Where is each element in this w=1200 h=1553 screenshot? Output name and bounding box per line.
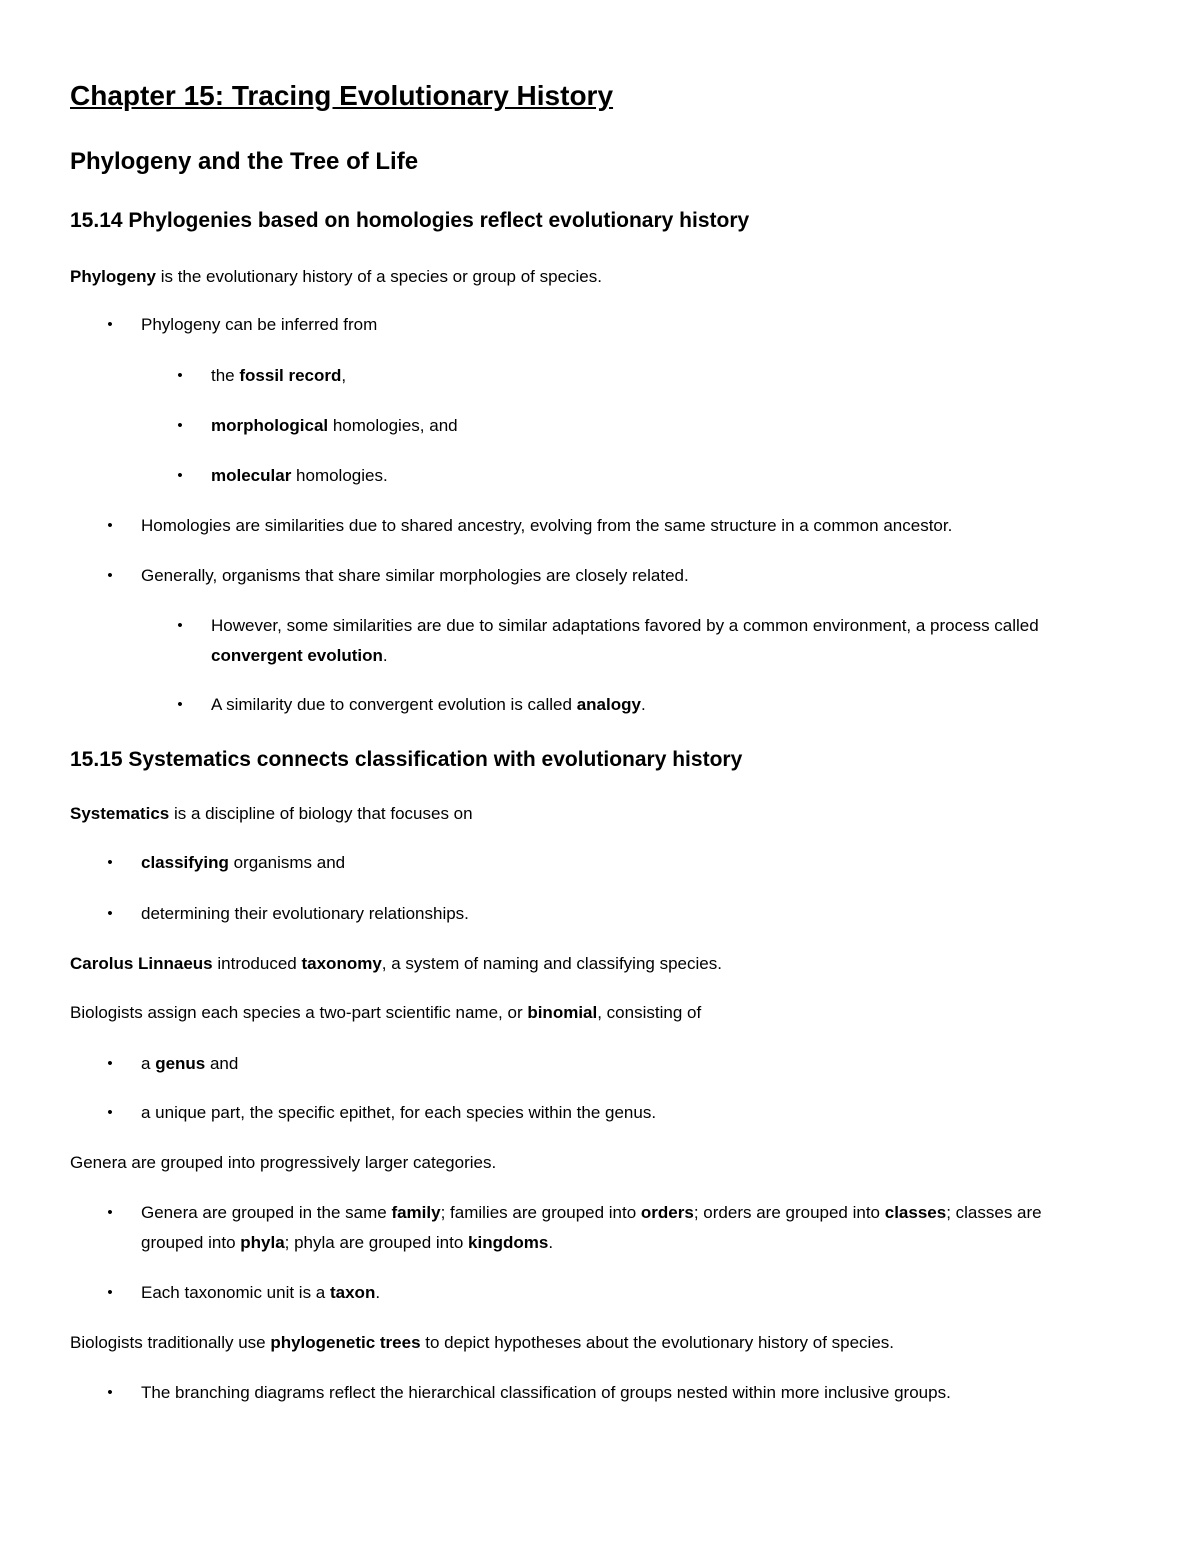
bullet-marker: • (177, 467, 183, 484)
bullet-marker: • (177, 417, 183, 434)
chapter-title: Chapter 15: Tracing Evolutionary History (70, 80, 614, 111)
term-phylogeny: Phylogeny (70, 267, 156, 286)
bullet-marker: • (107, 1284, 113, 1301)
bullet-marker: • (107, 1055, 113, 1072)
list-item: Generally, organisms that share similar morphologies are closely related. (141, 566, 689, 585)
bullet-marker: • (177, 696, 183, 713)
bullet-marker: • (107, 1104, 113, 1121)
list-item: a genus and (141, 1054, 239, 1073)
list-item: Genera are grouped in the same family; families are grouped into orders; orders are grouped into classes; classes are grouped into phyla; phyla are grouped into kingdoms. (141, 1203, 1042, 1252)
bullet-marker: • (107, 517, 113, 534)
paragraph-phylogenetic-trees: Biologists traditionally use phylogenetic trees to depict hypotheses about the evolutionary history of species. (70, 1333, 894, 1352)
list-item: molecular homologies. (211, 466, 388, 485)
paragraph-genera: Genera are grouped into progressively larger categories. (70, 1153, 497, 1172)
bullet-marker: • (107, 854, 113, 871)
bullet-marker: • (107, 316, 113, 333)
list-item: A similarity due to convergent evolution is called analogy. (211, 695, 646, 714)
paragraph-linnaeus: Carolus Linnaeus introduced taxonomy, a system of naming and classifying species. (70, 954, 722, 973)
bullet-marker: • (107, 905, 113, 922)
list-item: determining their evolutionary relationships. (141, 904, 469, 923)
bullet-marker: • (107, 1384, 113, 1401)
paragraph-systematics: Systematics is a discipline of biology that focuses on (70, 804, 473, 823)
list-item: Phylogeny can be inferred from (141, 315, 378, 334)
list-item: a unique part, the specific epithet, for each species within the genus. (141, 1103, 657, 1122)
paragraph-binomial: Biologists assign each species a two-part scientific name, or binomial, consisting of (70, 1003, 702, 1022)
bullet-marker: • (177, 617, 183, 634)
list-item: The branching diagrams reflect the hierarchical classification of groups nested within more inclusive groups. (141, 1383, 951, 1402)
bullet-marker: • (107, 1204, 113, 1221)
list-item: Each taxonomic unit is a taxon. (141, 1283, 381, 1302)
section-title: Phylogeny and the Tree of Life (70, 148, 419, 175)
list-item: the fossil record, (211, 366, 347, 385)
list-item: Homologies are similarities due to shared ancestry, evolving from the same structure in a common ancestor. (141, 516, 953, 535)
list-item: However, some similarities are due to similar adaptations favored by a common environment, a process called convergent evolution. (211, 616, 1039, 665)
list-item: morphological homologies, and (211, 416, 458, 435)
bullet-marker: • (107, 567, 113, 584)
bullet-marker: • (177, 367, 183, 384)
paragraph-phylogeny-definition: Phylogeny is the evolutionary history of a species or group of species. (70, 267, 602, 286)
heading-15-15: 15.15 Systematics connects classification with evolutionary history (70, 748, 743, 771)
heading-15-14: 15.14 Phylogenies based on homologies reflect evolutionary history (70, 209, 750, 232)
list-item: classifying organisms and (141, 853, 346, 872)
